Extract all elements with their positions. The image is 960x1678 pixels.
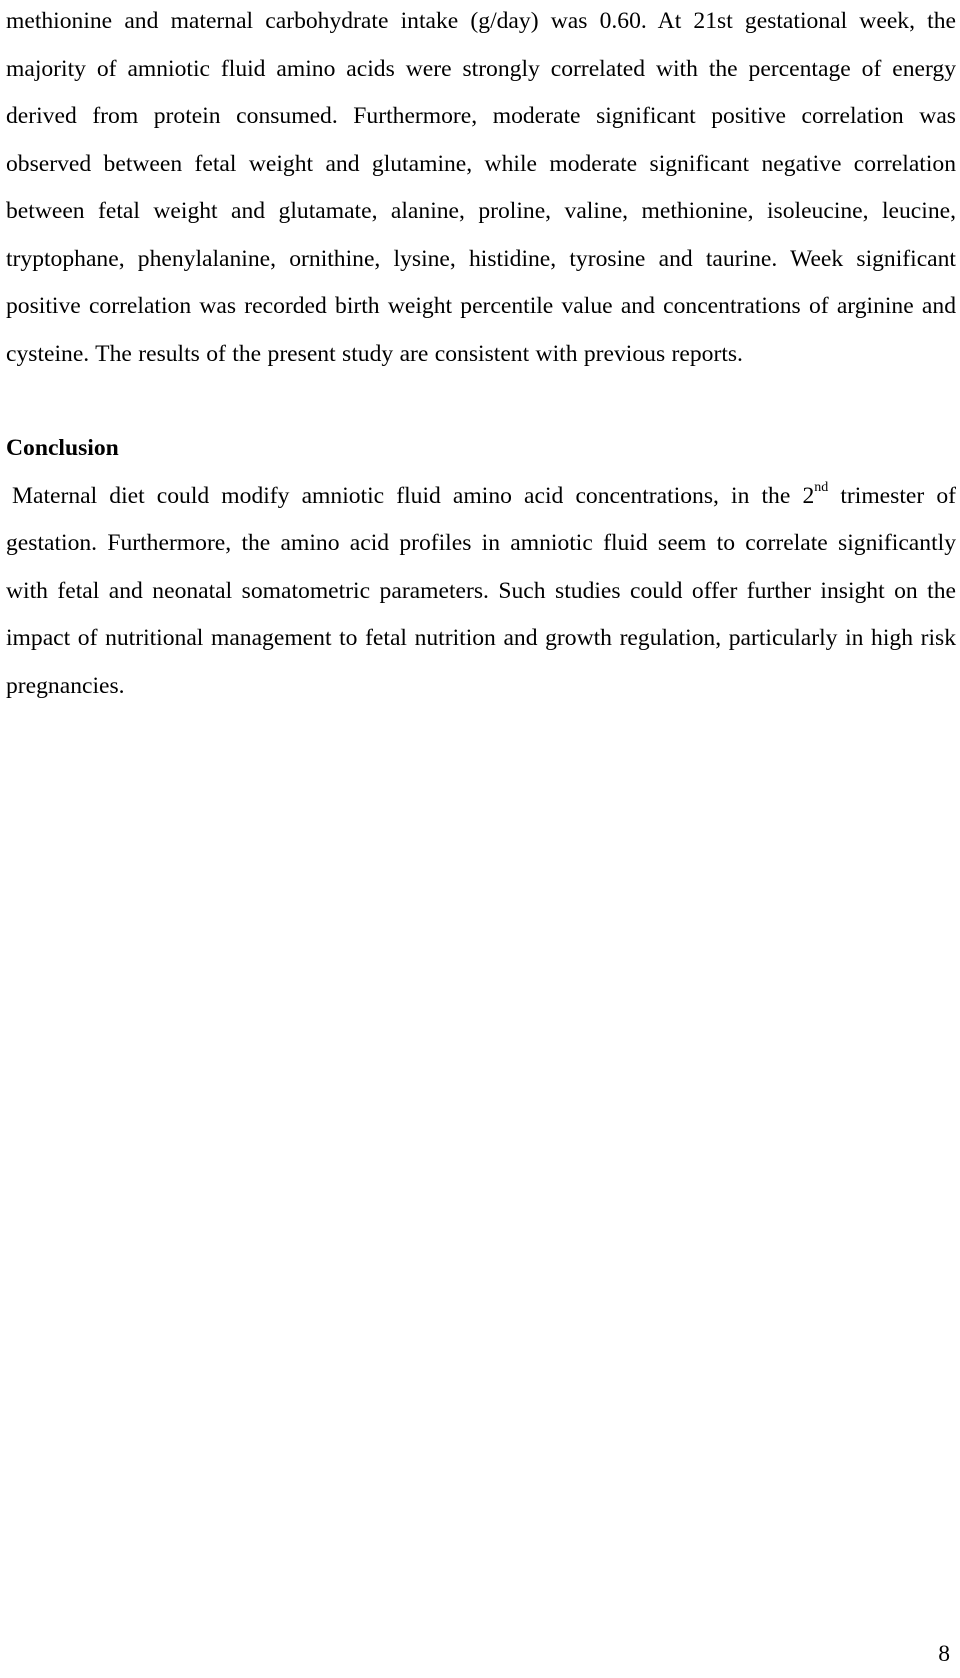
document-page [6, 0, 956, 710]
page-number: 8 [938, 1641, 950, 1667]
conclusion-text-start: Maternal diet could modify amniotic fluid amino acid concentrations, in the 2 [12, 482, 815, 509]
conclusion-text-rest: trimester of gestation. Furthermore, the amino acid profiles in amniotic fluid seem to correlate significantly with fetal and neonatal somatometric parameters. Such studies could offer further insight on the impact of nutritional management to fetal nutrition and growth regulation, particularly in high risk pregnancies. [6, 482, 956, 699]
results-paragraph: methionine and maternal carbohydrate intake (g/day) was 0.60. At 21st gestational week, the majority of amniotic fluid amino acids were strongly correlated with the percentage of energy derived from protein consumed. Furthermore, moderate significant positive correlation was observed between fetal weight and glutamine, while moderate significant negative correlation between fetal weight and glutamate, alanine, proline, valine, methionine, isoleucine, leucine, tryptophane, phenylalanine, ornithine, lysine, histidine, tyrosine and taurine. Week significant positive correlation was recorded birth weight percentile value and concentrations of arginine and cysteine. The results of the present study are consistent with previous reports. [6, 8, 956, 367]
conclusion-paragraph [6, 473, 956, 711]
ordinal-superscript: nd [814, 479, 829, 495]
conclusion-heading: Conclusion [6, 435, 119, 461]
